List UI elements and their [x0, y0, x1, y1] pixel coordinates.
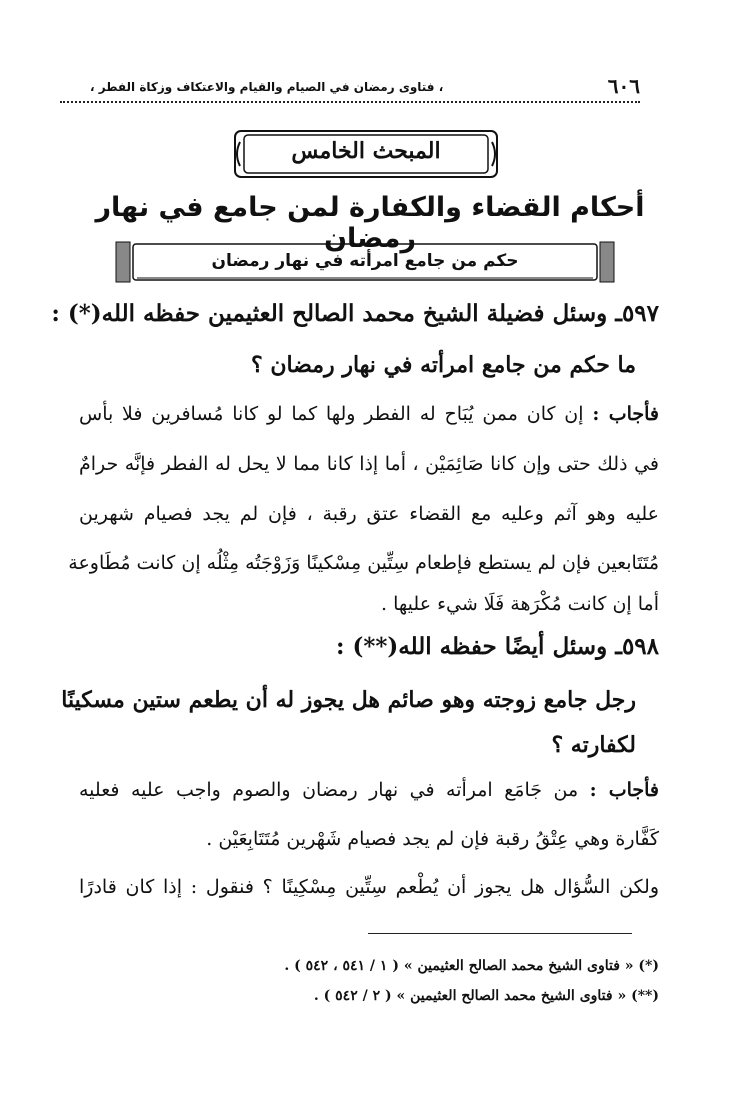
fatwa-597-question: ما حكم من جامع امرأته في نهار رمضان ؟ — [250, 352, 636, 378]
fatwa-597-answer-line-1 — [79, 403, 659, 425]
fatwa-598-question-line-2: لكفارته ؟ — [551, 732, 636, 758]
subtitle-frame — [115, 240, 615, 284]
section-label: المبحث الخامس — [291, 138, 441, 164]
fatwa-597-answer-line-5: أما إن كانت مُكْرَهة فَلَا شيء عليها . — [381, 593, 659, 615]
fatwa-597-answer-line-2: في ذلك حتى وإن كانا صَائِمَيْن ، أما إذا كانا مما لا يحل له الفطر فإنَّه حرامٌ — [79, 453, 659, 475]
fatwa-598-question-line-1: رجل جامع زوجته وهو صائم هل يجوز له أن يطعم ستين مسكينًا — [61, 687, 636, 713]
fatwa-598-answer-line-3: ولكن السُّؤال هل يجوز أن يُطْعم سِتِّين مِسْكِينًا ؟ فنقول : إذا كان قادرًا — [79, 876, 659, 898]
section-label-frame — [232, 128, 500, 180]
fatwa-598-answer-line-1 — [79, 779, 659, 801]
subtitle-label: حكم من جامع امرأته في نهار رمضان — [211, 251, 519, 271]
running-title: ، فتاوى رمضان في الصيام والقيام والاعتكاف وزكاة الفطر ، — [90, 80, 444, 94]
footnote-2: (**) « فتاوى الشيخ محمد الصالح العثيمين » ( ٢ / ٥٤٢ ) . — [313, 988, 659, 1004]
answer-label: فأجاب : — [592, 403, 659, 425]
chapter-title: أحكام القضاء والكفارة لمن جامع في نهار رمضان — [95, 192, 645, 254]
fatwa-597-heading: ٥٩٧ـ وسئل فضيلة الشيخ محمد الصالح العثيمين حفظه الله(*) : — [51, 300, 659, 327]
answer-label: فأجاب : — [589, 779, 659, 801]
page-header — [60, 74, 640, 100]
fatwa-597-answer-line-4: مُتَتَابعين فإن لم يستطع فإطعام سِتِّين مِسْكينًا وَزَوْجَتُه مِثْلُه إن كانت مُطَاوعة — [68, 552, 659, 574]
fatwa-598-answer-line-2: كَفَّارة وهي عِتْقُ رقبة فإن لم يجد فصيام شَهْرين مُتَتَابِعَيْن . — [206, 828, 659, 850]
header-divider — [60, 101, 640, 103]
fatwa-597-answer-line-3: عليه وهو آثم وعليه مع القضاء عتق رقبة ، فإن لم يجد فصيام شهرين — [79, 503, 659, 525]
footnote-1: (*) « فتاوى الشيخ محمد الصالح العثيمين » ( ١ / ٥٤١ ، ٥٤٢ ) . — [284, 958, 659, 974]
answer-text: إن كان ممن يُبَاح له الفطر ولها كما لو كانا مُسافرين فلا بأس — [79, 403, 584, 425]
footnote-divider — [368, 933, 632, 934]
answer-text: من جَامَع امرأته في نهار رمضان والصوم واجب عليه فعليه — [79, 779, 579, 801]
fatwa-598-heading: ٥٩٨ـ وسئل أيضًا حفظه الله(**) : — [335, 633, 659, 660]
page-number: ٦٠٦ — [607, 74, 640, 98]
